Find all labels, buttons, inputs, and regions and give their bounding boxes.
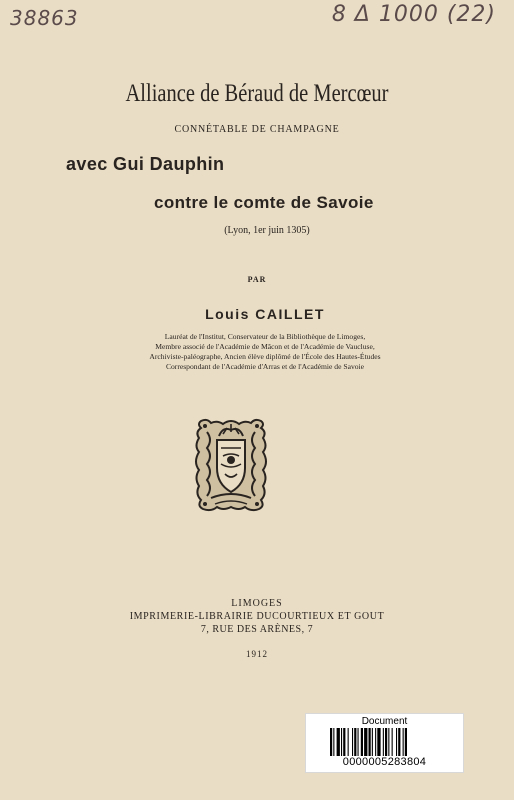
handwritten-shelfmark-left: 38863: [10, 6, 79, 30]
handwritten-shelfmark-right: 8 Δ 1000 (22): [331, 2, 496, 27]
title-line-2: avec Gui Dauphin: [66, 154, 225, 174]
printer-mark-emblem-icon: [193, 418, 269, 512]
author-credentials: [80, 332, 450, 372]
imprint-year: 1912: [246, 649, 268, 659]
credential-line: Correspondant de l'Académie d'Arras et de l'Académie de Savoie: [165, 362, 365, 371]
imprint-address: 7, RUE DES ARÈNES, 7: [200, 624, 314, 635]
credential-line: Archiviste-paléographe, Ancien élève diplômé de l'École des Hautes-Études: [149, 352, 381, 361]
barcode-icon: [330, 728, 440, 756]
by-label: PAR: [247, 275, 267, 284]
credential-line: Membre associé de l'Académie de Mâcon et de l'Académie de Vaucluse,: [155, 342, 375, 351]
imprint-city: LIMOGES: [231, 598, 283, 609]
credential-line: Lauréat de l'Institut, Conservateur de la Bibliothèque de Limoges,: [164, 332, 366, 341]
label-number: 0000005283804: [342, 756, 427, 768]
author-name: Louis CAILLET: [205, 306, 325, 322]
imprint-printer: IMPRIMERIE-LIBRAIRIE DUCOURTIEUX ET GOUT: [129, 611, 385, 622]
document-date: (Lyon, 1er juin 1305): [224, 225, 310, 236]
library-barcode-label: [305, 713, 464, 773]
document-subtitle: CONNÉTABLE DE CHAMPAGNE: [174, 124, 340, 135]
document-title: Alliance de Béraud de Mercœur: [125, 80, 389, 107]
label-heading: Document: [361, 716, 408, 727]
title-line-3: contre le comte de Savoie: [154, 193, 374, 212]
